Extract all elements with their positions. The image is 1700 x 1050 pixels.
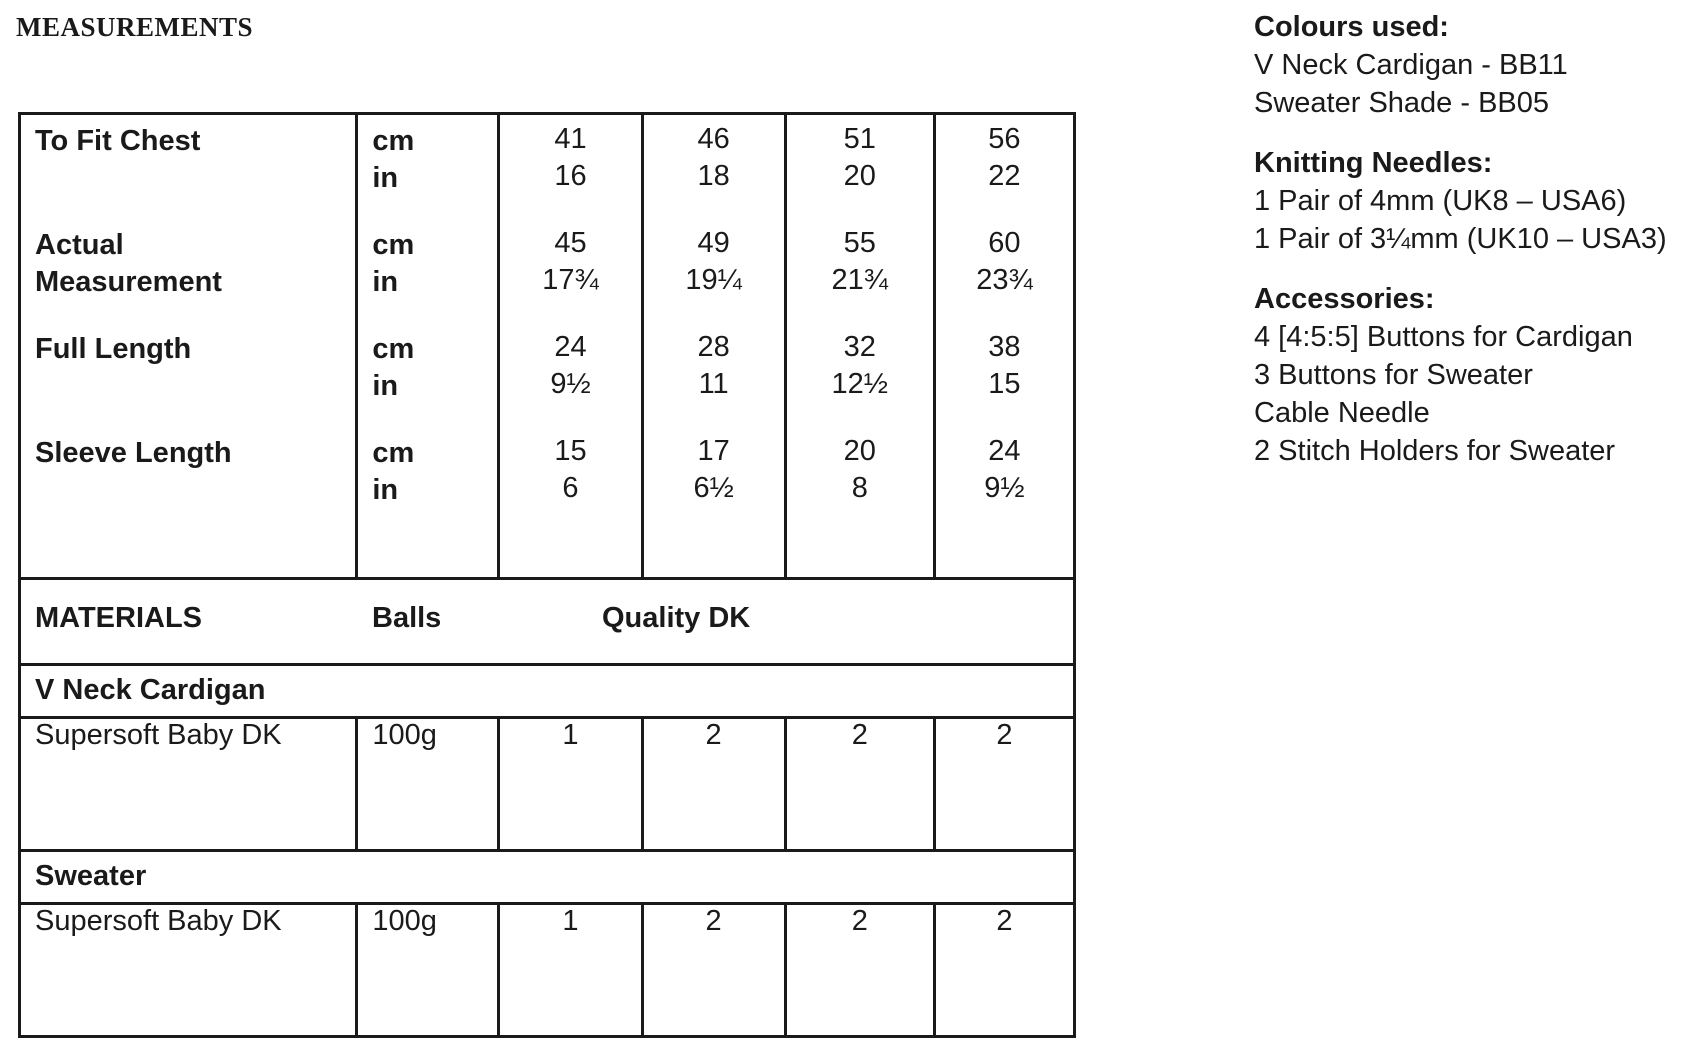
section-title-row bbox=[20, 851, 1075, 904]
value-cm: 38 bbox=[988, 331, 1021, 363]
value-cm: 60 bbox=[988, 227, 1021, 259]
value-cm: 49 bbox=[697, 227, 730, 259]
value-in: 22 bbox=[988, 160, 1021, 192]
yarn-quantity: 2 bbox=[785, 718, 934, 851]
unit-cm: cm bbox=[372, 125, 415, 157]
accessory-line: Cable Needle bbox=[1254, 397, 1430, 429]
value-cm: 28 bbox=[697, 331, 730, 363]
unit-cm: cm bbox=[372, 333, 415, 365]
value-in: 15 bbox=[988, 368, 1021, 400]
measurement-label: Actual bbox=[35, 229, 124, 261]
measurement-label: To Fit Chest bbox=[35, 125, 201, 157]
accessories-heading: Accessories: bbox=[1254, 283, 1435, 315]
section-title-cell bbox=[20, 665, 1075, 718]
unit-in: in bbox=[372, 266, 399, 298]
accessory-line: 2 Stitch Holders for Sweater bbox=[1254, 435, 1616, 467]
measurements-row bbox=[20, 114, 1075, 579]
needles-section bbox=[1254, 144, 1667, 258]
page-title: MEASUREMENTS bbox=[16, 12, 254, 42]
size-table-wrapper bbox=[18, 112, 1076, 1038]
value-in: 6½ bbox=[693, 472, 734, 504]
value-in: 19¼ bbox=[685, 264, 742, 296]
value-in: 9½ bbox=[984, 472, 1025, 504]
yarn-name: Supersoft Baby DK bbox=[20, 904, 357, 1037]
yarn-quantity: 2 bbox=[785, 904, 934, 1037]
value-in: 11 bbox=[698, 368, 729, 400]
yarn-row bbox=[20, 718, 1075, 851]
value-in: 20 bbox=[843, 160, 876, 192]
materials-header-row bbox=[20, 579, 1075, 665]
size-column-3 bbox=[785, 114, 934, 579]
value-in: 21¾ bbox=[831, 264, 888, 296]
value-in: 18 bbox=[697, 160, 730, 192]
pattern-info bbox=[1254, 8, 1667, 492]
value-in: 9½ bbox=[550, 368, 591, 400]
size-column-4 bbox=[934, 114, 1074, 579]
value-cm: 32 bbox=[843, 331, 876, 363]
needles-heading: Knitting Needles: bbox=[1254, 147, 1493, 179]
value-in: 8 bbox=[851, 472, 868, 504]
materials-label: MATERIALS bbox=[35, 602, 203, 634]
accessory-line: 3 Buttons for Sweater bbox=[1254, 359, 1533, 391]
needle-line: 1 Pair of 3¼mm (UK10 – USA3) bbox=[1254, 223, 1667, 255]
value-cm: 56 bbox=[988, 123, 1021, 155]
section-title: V Neck Cardigan bbox=[35, 674, 266, 706]
section-title: Sweater bbox=[35, 860, 147, 892]
balls-label: Balls bbox=[372, 602, 442, 634]
yarn-quantity: 1 bbox=[499, 904, 642, 1037]
section-title-cell bbox=[20, 851, 1075, 904]
value-cm: 45 bbox=[554, 227, 587, 259]
section-title-row bbox=[20, 665, 1075, 718]
measurement-label: Measurement bbox=[35, 266, 222, 298]
size-column-1 bbox=[499, 114, 642, 579]
value-cm: 46 bbox=[697, 123, 730, 155]
value-cm: 15 bbox=[554, 435, 587, 467]
yarn-weight: 100g bbox=[357, 904, 499, 1037]
value-cm: 55 bbox=[843, 227, 876, 259]
yarn-quantity: 2 bbox=[934, 718, 1074, 851]
yarn-quantity: 2 bbox=[642, 904, 785, 1037]
colour-line: V Neck Cardigan - BB11 bbox=[1254, 49, 1568, 81]
yarn-quantity: 2 bbox=[934, 904, 1074, 1037]
measurement-label: Full Length bbox=[35, 333, 192, 365]
value-cm: 51 bbox=[843, 123, 876, 155]
colours-heading: Colours used: bbox=[1254, 11, 1449, 43]
accessory-line: 4 [4:5:5] Buttons for Cardigan bbox=[1254, 321, 1633, 353]
measurements-table bbox=[18, 112, 1076, 1038]
value-in: 23¾ bbox=[976, 264, 1033, 296]
unit-in: in bbox=[372, 370, 399, 402]
value-cm: 20 bbox=[843, 435, 876, 467]
value-cm: 24 bbox=[988, 435, 1021, 467]
size-column-2 bbox=[642, 114, 785, 579]
yarn-row bbox=[20, 904, 1075, 1037]
measurement-label: Sleeve Length bbox=[35, 437, 232, 469]
unit-in: in bbox=[372, 474, 399, 506]
measurement-units bbox=[357, 114, 499, 579]
unit-in: in bbox=[372, 162, 399, 194]
value-cm: 41 bbox=[554, 123, 587, 155]
measurement-labels bbox=[20, 114, 357, 579]
colour-line: Sweater Shade - BB05 bbox=[1254, 87, 1550, 119]
needle-line: 1 Pair of 4mm (UK8 – USA6) bbox=[1254, 185, 1627, 217]
value-cm: 24 bbox=[554, 331, 587, 363]
quality-label: Quality DK bbox=[602, 602, 751, 634]
value-in: 17¾ bbox=[542, 264, 599, 296]
value-cm: 17 bbox=[697, 435, 730, 467]
value-in: 12½ bbox=[831, 368, 888, 400]
materials-header bbox=[20, 579, 1075, 665]
unit-cm: cm bbox=[372, 437, 415, 469]
yarn-quantity: 1 bbox=[499, 718, 642, 851]
value-in: 6 bbox=[562, 472, 579, 504]
colours-section bbox=[1254, 8, 1667, 122]
yarn-weight: 100g bbox=[357, 718, 499, 851]
value-in: 16 bbox=[554, 160, 587, 192]
yarn-quantity: 2 bbox=[642, 718, 785, 851]
yarn-name: Supersoft Baby DK bbox=[20, 718, 357, 851]
unit-cm: cm bbox=[372, 229, 415, 261]
accessories-section bbox=[1254, 280, 1667, 470]
